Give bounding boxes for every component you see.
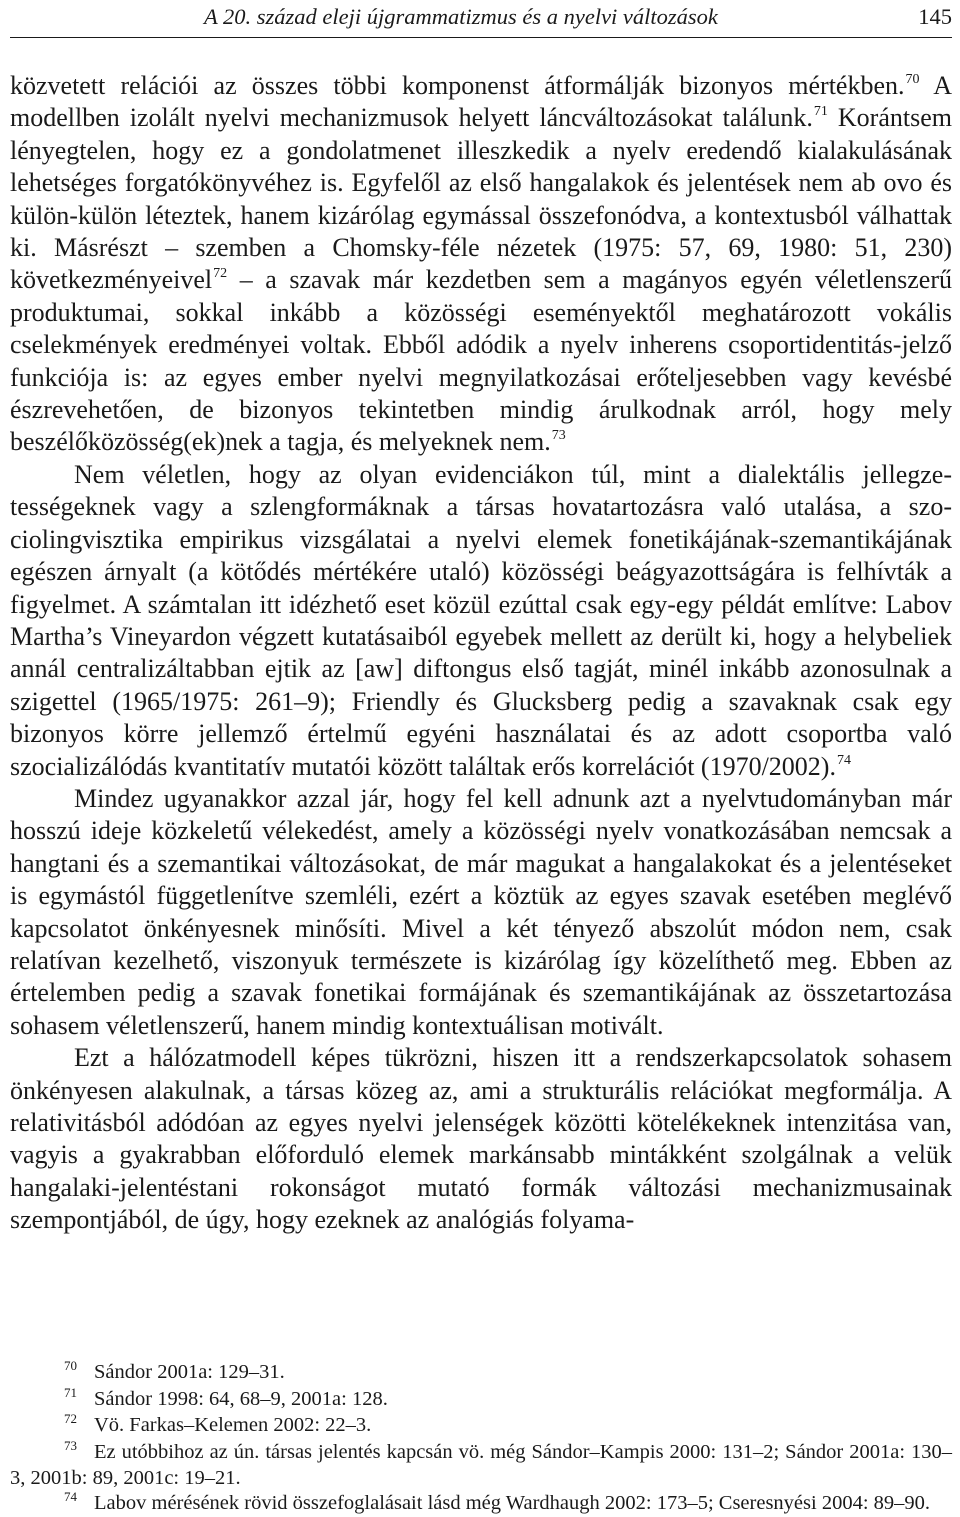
- footnote-reference[interactable]: 70: [906, 72, 920, 87]
- running-header: [10, 2, 952, 32]
- footnote-number: 73: [64, 1434, 94, 1459]
- footnote: [10, 1360, 952, 1387]
- paragraph-text: Ezt a hálózatmodell képes tükrözni, hiszen itt a rendszerkapcsolatok sohasem önkényesen alakulnak, a társas közeg az, ami a strukturális relációkat megformálja. A relativitásból adódóan az egyes nyelvi jelenségek közötti kötelékeknek intenzitása van, vagyis a gyakrabban előforduló elemek markánsabb mintákként szolgálnak a velük hangalaki-jelentéstani rokonságot mutató formák változási mechanizmusainak szempontjából, de úgy, hogy ezeknek az analógiás folyama-: [10, 1043, 952, 1234]
- paragraph-text: Mindez ugyanakkor azzal jár, hogy fel kell adnunk azt a nyelvtudományban már hosszú ideje közkeletű vélekedést, amely a közösségi nyelv vonatkozásában nemcsak a hangtani és a szemantikai változásokat, de már magukat a hangalakokat és a jelentéseket is egymástól függetlenítve szemléli, ezért a köztük az egyes szavak esetében meglévő kapcsolatot önkényesnek minősíti. Mivel a két tényező abszolút módon nem, csak relatívan kezelhető, viszonyuk természete is kizárólag így közelíthető meg. Ebben az értelemben pedig a szavak fonetikai formájának és szemantikájának az összetartozása sohasem véletlenszerű, hanem mindig kontextuálisan motivált.: [10, 784, 952, 1040]
- footnote-text: Sándor 2001a: 129–31.: [94, 1361, 285, 1383]
- footnote-number: 71: [64, 1381, 94, 1406]
- paragraph-text: Korántsem lényegtelen, hogy ez a gondolatmenet illeszkedik a nyelv eredendő kialakulásának lehetséges forgatókönyvéhez is. Egyfelől az első hangalakok és jelentések nem ab ovo és külön-külön léteztek, hanem kizárólag egymással összefonódva, a kontextusból válhattak ki. Másrészt – szemben a Chomsky-féle nézetek (1975: 57, 69, 1980: 51, 230) következményeivel: [10, 103, 952, 294]
- footnotes: [10, 1360, 952, 1517]
- footnote-number: 74: [64, 1485, 94, 1510]
- footnote: [10, 1387, 952, 1414]
- footnote-text: Vö. Farkas–Kelemen 2002: 22–3.: [94, 1414, 371, 1436]
- paragraph-text: Nem véletlen, hogy az olyan evidenciákon túl, mint a dialektális jellegzetességeknek vagy a szlengformáknak a társas hovatartozásra való utalása, a szociolingvisztika empirikus vizsgálatai a nyelvi elemek fonetikájának-szemantikájának egészen árnyalt (a kötődés mértékére utaló) közösségi beágyazottságára is felhívták a figyelmet. A számtalan itt idézhető eset közül ezúttal csak egy-egy példát említve: Labov Martha’s Vineyardon végzett kutatásaiból egyebek mellett az derült ki, hogy a helybeliek annál centralizáltabban ejtik az [aw] diftongus első tagját, minél inkább azonosulnak a szigettel (1965/1975: 261–9); Friendly és Glucksberg pedig a szavaknak csak egy bizonyos körre jellemző értelmű egyéni használatai és az adott csoportba való szocializálódás kvantitatív mutatói között találtak erős korrelációt (1970/2002).: [10, 460, 952, 781]
- footnote: [10, 1491, 952, 1517]
- footnote: [10, 1440, 952, 1491]
- footnote-reference[interactable]: 71: [814, 104, 828, 119]
- footnote-reference[interactable]: 73: [552, 428, 566, 443]
- footnote-text: Sándor 1998: 64, 68–9, 2001a: 128.: [94, 1388, 388, 1410]
- body-text: [10, 70, 952, 1237]
- footnote: [10, 1413, 952, 1440]
- paragraph-text: A modellben izolált nyelvi mechanizmusok helyett láncváltozásokat találunk.: [10, 71, 952, 132]
- paragraph-text: közvetett relációi az összes többi komponenst átformálják bizonyos mértékben.: [10, 71, 905, 100]
- page-number: 145: [918, 2, 952, 32]
- footnote-number: 72: [64, 1407, 94, 1432]
- footnote-reference[interactable]: 72: [213, 266, 227, 281]
- body-paragraph: [10, 70, 952, 459]
- footnote-text: Ez utóbbihoz az ún. társas jelentés kapcsán vö. még Sándor–Kampis 2000: 131–2; Sándor 2001a: 130–3, 2001b: 89, 2001c: 19–21.: [10, 1441, 952, 1490]
- footnote-reference[interactable]: 74: [837, 753, 851, 768]
- running-header-title: A 20. század eleji újgrammatizmus és a nyelvi változások: [204, 2, 718, 32]
- footnote-number: 70: [64, 1354, 94, 1379]
- body-paragraph: [10, 783, 952, 1042]
- header-rule: [10, 37, 952, 38]
- footnote-text: Labov mérésének rövid összefoglalásait lásd még Wardhaugh 2002: 173–5; Cseresnyési 2004: 89–90.: [94, 1492, 930, 1514]
- body-paragraph: [10, 1042, 952, 1236]
- paragraph-text: – a szavak már kezdetben sem a magányos egyén véletlenszerű produktumai, sokkal inkább a közösségi eseményektől meghatározott vokális cselekmények eredményei voltak. Ebből adódik a nyelv inherens csoportidentitás-jelző funkciója is: az egyes ember nyelvi megnyilatkozásai erőteljesebben vagy kevésbé észrevehetően, de bizonyos tekintetben mindig árulkodnak arról, hogy mely beszélőközösség(ek)nek a tagja, és melyeknek nem.: [10, 265, 952, 456]
- body-paragraph: [10, 459, 952, 783]
